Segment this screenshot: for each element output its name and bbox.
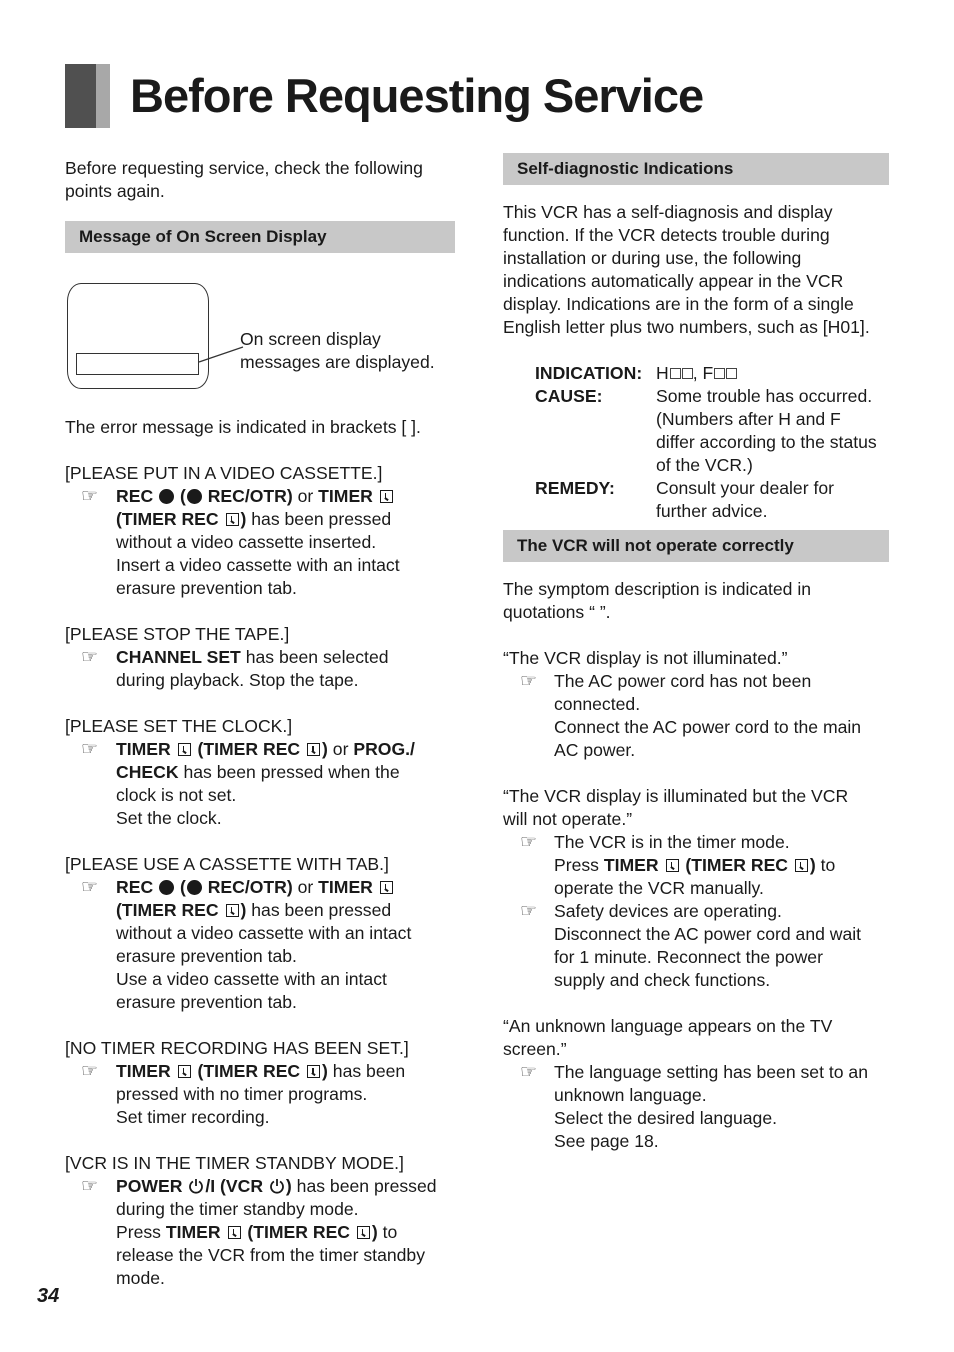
text: The symptom description is indicated in bbox=[503, 579, 812, 599]
vcr-note bbox=[503, 578, 889, 624]
rec-otr-label: REC/OTR) bbox=[207, 486, 293, 506]
diag-table bbox=[503, 362, 889, 523]
power-icon bbox=[269, 1178, 285, 1194]
osd-message bbox=[65, 623, 455, 692]
osd-message-title: [PLEASE USE A CASSETTE WITH TAB.] bbox=[65, 854, 389, 874]
right-column bbox=[503, 153, 889, 1153]
check-label: CHECK bbox=[116, 762, 179, 782]
paren-close: ) bbox=[809, 855, 816, 875]
intro-text: Before requesting service, check the following points again. bbox=[65, 158, 423, 201]
pointing-hand-icon: ☞ bbox=[81, 1061, 99, 1082]
osd-message bbox=[65, 715, 455, 830]
timer-icon bbox=[380, 490, 393, 503]
text: has been pressed bbox=[251, 900, 392, 920]
symptom-remedy bbox=[503, 1061, 889, 1153]
text: quotations “ ”. bbox=[503, 602, 611, 622]
symptom bbox=[503, 647, 889, 762]
text: Insert a video cassette with an intact bbox=[116, 555, 400, 575]
timer-rec-label: (TIMER REC bbox=[116, 509, 219, 529]
pointing-hand-icon: ☞ bbox=[520, 901, 538, 922]
paren-close: ) bbox=[285, 1176, 292, 1196]
symptom-quote: “The VCR display is illuminated but the VCR bbox=[503, 786, 849, 806]
text: during the timer standby mode. bbox=[116, 1199, 359, 1219]
symptom bbox=[503, 785, 889, 992]
symptom-quote: will not operate.” bbox=[503, 809, 633, 829]
timer-button-label: TIMER bbox=[116, 739, 171, 759]
text: during playback. Stop the tape. bbox=[116, 670, 359, 690]
osd-message bbox=[65, 853, 455, 1014]
osd-message-title: [PLEASE PUT IN A VIDEO CASSETTE.] bbox=[65, 463, 383, 483]
timer-icon bbox=[226, 513, 239, 526]
digit-box-icon bbox=[670, 368, 681, 379]
osd-message-remedy bbox=[65, 646, 455, 692]
remedy-row bbox=[535, 477, 889, 523]
title-bar-dark bbox=[65, 64, 96, 128]
tv-screen-illustration bbox=[65, 283, 455, 398]
symptom-quote: “The VCR display is not illuminated.” bbox=[503, 648, 788, 668]
text: of the VCR.) bbox=[656, 455, 753, 475]
text: Press bbox=[554, 855, 599, 875]
osd-message-title: [VCR IS IN THE TIMER STANDBY MODE.] bbox=[65, 1153, 404, 1173]
power-icon bbox=[188, 1178, 204, 1194]
text: erasure prevention tab. bbox=[116, 992, 297, 1012]
text: Consult your dealer for bbox=[656, 478, 834, 498]
text: AC power. bbox=[554, 740, 636, 760]
symptom bbox=[503, 1015, 889, 1153]
vcr-label: /I (VCR bbox=[205, 1176, 264, 1196]
text: has been pressed bbox=[296, 1176, 437, 1196]
text: Disconnect the AC power cord and wait bbox=[554, 924, 862, 944]
timer-icon bbox=[380, 881, 393, 894]
page-number: 34 bbox=[37, 1285, 60, 1307]
timer-icon bbox=[226, 904, 239, 917]
pointing-hand-icon: ☞ bbox=[520, 1062, 538, 1083]
tv-caption-line-1: On screen display bbox=[240, 329, 381, 349]
cause-label: CAUSE: bbox=[535, 386, 603, 406]
or-text: or bbox=[297, 877, 314, 897]
text: Set the clock. bbox=[116, 808, 222, 828]
text: display. Indications are in the form of a single bbox=[503, 294, 854, 314]
timer-icon bbox=[178, 1065, 191, 1078]
prog-label: PROG./ bbox=[353, 739, 415, 759]
text: English letter plus two numbers, such as [H01]. bbox=[503, 317, 870, 337]
timer-rec-label: (TIMER REC bbox=[116, 900, 219, 920]
text: (Numbers after H and F bbox=[656, 409, 841, 429]
text: Use a video cassette with an intact bbox=[116, 969, 387, 989]
symptom-remedy bbox=[503, 900, 889, 992]
indication-label: INDICATION: bbox=[535, 363, 643, 383]
text: has been bbox=[332, 1061, 406, 1081]
pointing-hand-icon: ☞ bbox=[520, 671, 538, 692]
osd-message-remedy bbox=[65, 1175, 455, 1290]
osd-message-title: [PLEASE SET THE CLOCK.] bbox=[65, 716, 293, 736]
text: for 1 minute. Reconnect the power bbox=[554, 947, 823, 967]
text: without a video cassette with an intact bbox=[116, 923, 412, 943]
pointing-hand-icon: ☞ bbox=[81, 877, 99, 898]
text: The VCR is in the timer mode. bbox=[554, 832, 790, 852]
text: has been pressed bbox=[251, 509, 392, 529]
power-button-label: POWER bbox=[116, 1176, 183, 1196]
paren-close: ) bbox=[322, 739, 328, 759]
text: operate the VCR manually. bbox=[554, 878, 764, 898]
rec-dot-icon bbox=[187, 880, 202, 895]
pointing-hand-icon: ☞ bbox=[81, 647, 99, 668]
osd-message-remedy bbox=[65, 485, 455, 600]
osd-message-title: [NO TIMER RECORDING HAS BEEN SET.] bbox=[65, 1038, 409, 1058]
remedy-label: REMEDY: bbox=[535, 478, 615, 498]
vcr-section-heading: The VCR will not operate correctly bbox=[503, 530, 889, 562]
title-bar-light bbox=[96, 64, 110, 128]
timer-button-label: TIMER bbox=[165, 1222, 221, 1242]
channel-set-label: CHANNEL SET bbox=[116, 647, 241, 667]
text: erasure prevention tab. bbox=[116, 578, 297, 598]
rec-dot-icon bbox=[159, 489, 174, 504]
rec-dot-icon bbox=[187, 489, 202, 504]
osd-message bbox=[65, 1037, 455, 1129]
cause-row bbox=[535, 385, 889, 477]
text: Safety devices are operating. bbox=[554, 901, 782, 921]
text: release the VCR from the timer standby bbox=[116, 1245, 425, 1265]
pointing-hand-icon: ☞ bbox=[520, 832, 538, 853]
timer-button-label: TIMER bbox=[603, 855, 659, 875]
text: function. If the VCR detects trouble during bbox=[503, 225, 830, 245]
text: This VCR has a self-diagnosis and display bbox=[503, 202, 833, 222]
timer-icon bbox=[178, 743, 191, 756]
text: Select the desired language. bbox=[554, 1108, 778, 1128]
pointing-hand-icon: ☞ bbox=[81, 486, 99, 507]
timer-icon bbox=[795, 859, 808, 872]
timer-rec-label: (TIMER REC bbox=[197, 739, 301, 759]
or-text: or bbox=[332, 739, 349, 759]
rec-button-label: REC bbox=[116, 877, 154, 897]
rec-dot-icon bbox=[159, 880, 174, 895]
osd-message bbox=[65, 462, 455, 600]
paren-close: ) bbox=[240, 509, 247, 529]
rec-otr-label: REC/OTR) bbox=[207, 877, 293, 897]
left-column bbox=[65, 157, 455, 1290]
paren-close: ) bbox=[371, 1222, 378, 1242]
symptom-quote: “An unknown language appears on the TV bbox=[503, 1016, 833, 1036]
text: supply and check functions. bbox=[554, 970, 771, 990]
text: differ according to the status bbox=[656, 432, 877, 452]
tv-caption bbox=[240, 328, 455, 374]
timer-icon bbox=[307, 743, 320, 756]
timer-rec-label: (TIMER REC bbox=[247, 1222, 351, 1242]
osd-message-remedy bbox=[65, 738, 455, 830]
tv-caption-line-2: messages are displayed. bbox=[240, 352, 435, 372]
text: installation or during use, the following bbox=[503, 248, 802, 268]
text: The language setting has been set to an bbox=[554, 1062, 868, 1082]
text: Press bbox=[116, 1222, 161, 1242]
text: Set timer recording. bbox=[116, 1107, 270, 1127]
timer-button-label: TIMER bbox=[318, 877, 373, 897]
pointing-hand-icon: ☞ bbox=[81, 1176, 99, 1197]
indication-h: H bbox=[656, 363, 669, 383]
page-title: Before Requesting Service bbox=[130, 69, 704, 122]
text: Some trouble has occurred. bbox=[656, 386, 873, 406]
text: to bbox=[382, 1222, 398, 1242]
paren-open: ( bbox=[179, 486, 186, 506]
timer-rec-label: (TIMER REC bbox=[685, 855, 789, 875]
timer-rec-label: (TIMER REC bbox=[197, 1061, 301, 1081]
text: erasure prevention tab. bbox=[116, 946, 297, 966]
text: has been selected bbox=[245, 647, 389, 667]
timer-button-label: TIMER bbox=[318, 486, 373, 506]
timer-icon bbox=[357, 1226, 370, 1239]
text: Connect the AC power cord to the main bbox=[554, 717, 862, 737]
timer-icon bbox=[666, 859, 679, 872]
symptom-quote: screen.” bbox=[503, 1039, 567, 1059]
timer-icon bbox=[228, 1226, 241, 1239]
text: indications automatically appear in the VCR bbox=[503, 271, 844, 291]
indication-f: , F bbox=[692, 363, 714, 383]
diag-section-heading: Self-diagnostic Indications bbox=[503, 153, 889, 185]
text: mode. bbox=[116, 1268, 165, 1288]
timer-icon bbox=[307, 1065, 320, 1078]
text: clock is not set. bbox=[116, 785, 237, 805]
text: pressed with no timer programs. bbox=[116, 1084, 368, 1104]
digit-box-icon bbox=[714, 368, 725, 379]
text: further advice. bbox=[656, 501, 768, 521]
text: has been pressed when the bbox=[183, 762, 400, 782]
rec-button-label: REC bbox=[116, 486, 154, 506]
text: connected. bbox=[554, 694, 641, 714]
symptom-remedy bbox=[503, 670, 889, 762]
text: unknown language. bbox=[554, 1085, 707, 1105]
paren-close: ) bbox=[240, 900, 247, 920]
indication-row bbox=[535, 362, 889, 385]
osd-message-remedy bbox=[65, 1060, 455, 1129]
digit-box-icon bbox=[682, 368, 693, 379]
digit-box-icon bbox=[726, 368, 737, 379]
paren-open: ( bbox=[179, 877, 186, 897]
brackets-note: The error message is indicated in brackets [ ]. bbox=[65, 417, 421, 437]
diag-body bbox=[503, 201, 889, 339]
osd-section-heading: Message of On Screen Display bbox=[65, 221, 455, 253]
osd-message-remedy bbox=[65, 876, 455, 1014]
osd-message-title: [PLEASE STOP THE TAPE.] bbox=[65, 624, 290, 644]
text: to bbox=[820, 855, 836, 875]
or-text: or bbox=[297, 486, 314, 506]
osd-message bbox=[65, 1152, 455, 1290]
text: See page 18. bbox=[554, 1131, 659, 1151]
pointing-hand-icon: ☞ bbox=[81, 739, 99, 760]
text: without a video cassette inserted. bbox=[116, 532, 377, 552]
title-bar-decoration bbox=[65, 64, 110, 128]
timer-button-label: TIMER bbox=[116, 1061, 171, 1081]
text: The AC power cord has not been bbox=[554, 671, 812, 691]
paren-close: ) bbox=[322, 1061, 328, 1081]
symptom-remedy bbox=[503, 831, 889, 900]
